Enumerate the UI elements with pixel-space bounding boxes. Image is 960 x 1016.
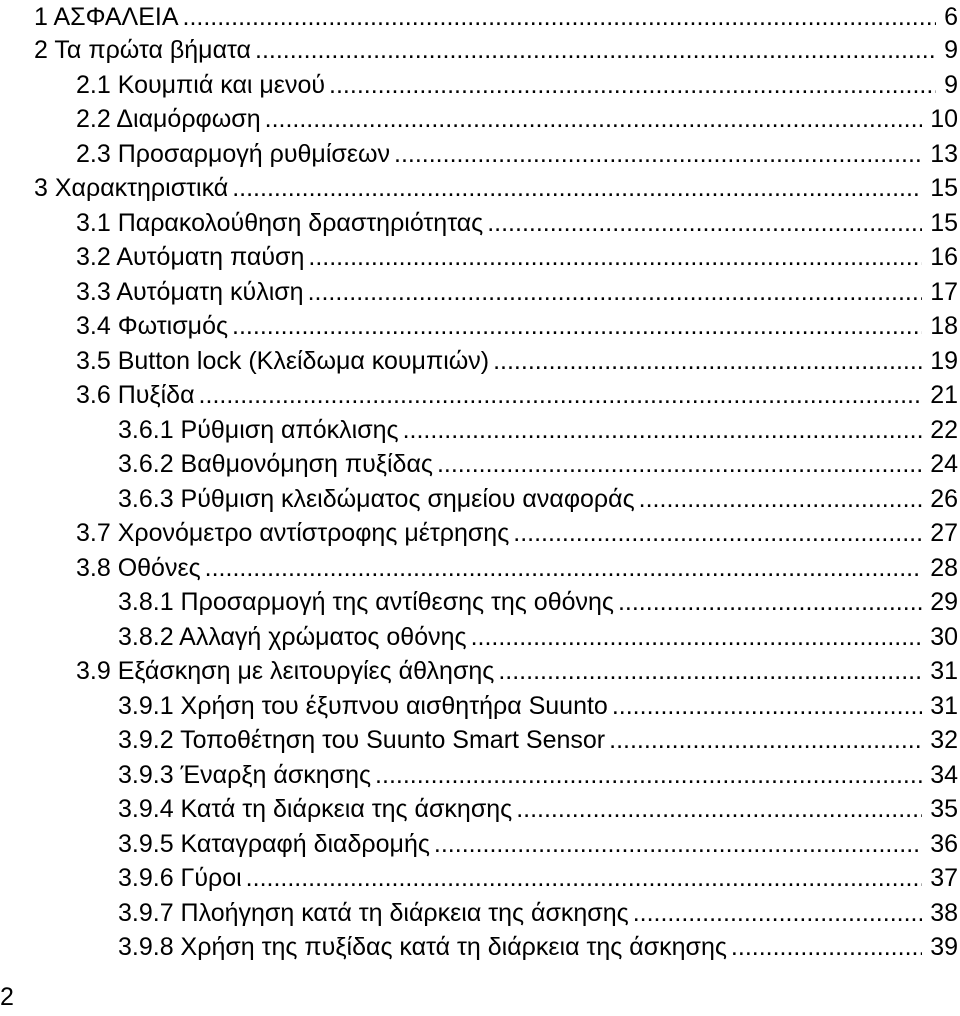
toc-entry-page: 35 xyxy=(930,795,958,823)
toc-entry[interactable] xyxy=(76,654,958,688)
toc-entry[interactable] xyxy=(118,482,958,516)
toc-leader-dots xyxy=(265,102,923,136)
toc-leader-dots xyxy=(731,930,922,964)
toc-leader-dots xyxy=(487,206,922,240)
toc-leader-dots xyxy=(612,689,922,723)
toc-entry-title: 3.1 Παρακολούθηση δραστηριότητας xyxy=(76,209,484,237)
toc-entry-page: 28 xyxy=(930,554,958,582)
toc-entry-title: 3 Χαρακτηριστικά xyxy=(34,174,229,202)
toc-leader-dots xyxy=(498,654,922,688)
toc-entry[interactable] xyxy=(118,689,958,723)
toc-leader-dots xyxy=(183,0,937,34)
toc-entry-title: 2.3 Προσαρμογή ρυθμίσεων xyxy=(76,140,390,168)
toc-entry[interactable] xyxy=(118,861,958,895)
toc-entry[interactable] xyxy=(118,585,958,619)
toc-entry[interactable] xyxy=(118,723,958,757)
toc-entry-page: 30 xyxy=(930,623,958,651)
toc-leader-dots xyxy=(199,378,923,412)
toc-entry[interactable] xyxy=(76,309,958,343)
toc-entry[interactable] xyxy=(118,620,958,654)
toc-entry[interactable] xyxy=(118,896,958,930)
toc-entry-title: 3.9.6 Γύροι xyxy=(118,864,242,892)
toc-entry-title: 3.9.7 Πλοήγηση κατά τη διάρκεια της άσκησης xyxy=(118,899,629,927)
toc-leader-dots xyxy=(434,827,922,861)
toc-entry-title: 2.2 Διαμόρφωση xyxy=(76,105,261,133)
toc-entry-page: 36 xyxy=(930,830,958,858)
toc-leader-dots xyxy=(513,516,922,550)
toc-entry-title: 3.6.2 Βαθμονόμηση πυξίδας xyxy=(118,450,433,478)
toc-entry-page: 10 xyxy=(930,105,958,133)
toc-leader-dots xyxy=(394,137,922,171)
toc-entry-page: 39 xyxy=(930,933,958,961)
toc-leader-dots xyxy=(471,620,923,654)
toc-entry[interactable] xyxy=(118,447,958,481)
toc-entry-page: 9 xyxy=(944,36,958,64)
toc-entry[interactable] xyxy=(34,171,958,205)
toc-leader-dots xyxy=(437,447,922,481)
toc-entry-title: 1 ΑΣΦΑΛΕΙΑ xyxy=(34,3,179,31)
toc-entry-title: 3.5 Button lock (Κλείδωμα κουμπιών) xyxy=(76,347,490,375)
toc-entry-page: 15 xyxy=(930,209,958,237)
toc-entry[interactable] xyxy=(34,33,958,67)
toc-entry-page: 32 xyxy=(930,726,958,754)
toc-entry-title: 3.8.2 Αλλαγή χρώματος οθόνης xyxy=(118,623,467,651)
toc-entry-title: 3.9.3 Έναρξη άσκησης xyxy=(118,761,372,789)
toc-entry[interactable] xyxy=(118,792,958,826)
toc-entry[interactable] xyxy=(118,827,958,861)
toc-entry-title: 3.6.3 Ρύθμιση κλειδώματος σημείου αναφοράς xyxy=(118,485,635,513)
toc-entry-title: 3.4 Φωτισμός xyxy=(76,312,229,340)
toc-entry[interactable] xyxy=(76,102,958,136)
toc-entry-page: 34 xyxy=(930,761,958,789)
toc-entry[interactable] xyxy=(76,206,958,240)
toc-leader-dots xyxy=(618,585,922,619)
toc-entry-title: 3.9.1 Χρήση του έξυπνου αισθητήρα Suunto xyxy=(118,692,608,720)
toc-entry-page: 15 xyxy=(930,174,958,202)
toc-entry-title: 2.1 Κουμπιά και μενού xyxy=(76,71,326,99)
toc-entry[interactable] xyxy=(76,68,958,102)
toc-entry-page: 27 xyxy=(930,519,958,547)
toc-entry-page: 29 xyxy=(930,588,958,616)
toc-entry-title: 3.9.8 Χρήση της πυξίδας κατά τη διάρκεια της άσκησης xyxy=(118,933,727,961)
toc-entry[interactable] xyxy=(34,0,958,34)
toc-entry-title: 3.9 Εξάσκηση με λειτουργίες άθλησης xyxy=(76,657,495,685)
toc-entry-page: 9 xyxy=(944,71,958,99)
toc-entry-title: 3.6 Πυξίδα xyxy=(76,381,195,409)
toc-entry[interactable] xyxy=(118,758,958,792)
toc-entry[interactable] xyxy=(76,240,958,274)
toc-entry-title: 3.9.4 Κατά τη διάρκεια της άσκησης xyxy=(118,795,513,823)
toc-leader-dots xyxy=(308,275,923,309)
toc-leader-dots xyxy=(375,758,922,792)
toc-entry[interactable] xyxy=(118,930,958,964)
toc-leader-dots xyxy=(516,792,922,826)
toc-leader-dots xyxy=(246,861,923,895)
toc-entry-title: 2 Τα πρώτα βήματα xyxy=(34,36,251,64)
toc-entry[interactable] xyxy=(76,378,958,412)
toc-entry-page: 37 xyxy=(930,864,958,892)
toc-entry-title: 3.8 Οθόνες xyxy=(76,554,201,582)
toc-leader-dots xyxy=(633,896,922,930)
toc-entry-page: 19 xyxy=(930,347,958,375)
toc-entry-page: 31 xyxy=(930,657,958,685)
toc-entry[interactable] xyxy=(76,344,958,378)
toc-entry-page: 13 xyxy=(930,140,958,168)
toc-leader-dots xyxy=(493,344,922,378)
toc-leader-dots xyxy=(232,309,922,343)
toc-entry-title: 3.9.5 Καταγραφή διαδρομής xyxy=(118,830,430,858)
page-number: 2 xyxy=(0,983,14,1011)
toc-entry-title: 3.8.1 Προσαρμογή της αντίθεσης της οθόνης xyxy=(118,588,614,616)
toc-entry-page: 6 xyxy=(944,3,958,31)
toc-leader-dots xyxy=(308,240,922,274)
toc-entry-title: 3.6.1 Ρύθμιση απόκλισης xyxy=(118,416,399,444)
toc-entry-title: 3.7 Χρονόμετρο αντίστροφης μέτρησης xyxy=(76,519,510,547)
toc-leader-dots xyxy=(205,551,923,585)
toc-entry-page: 18 xyxy=(930,312,958,340)
toc-entry[interactable] xyxy=(76,275,958,309)
toc-entry[interactable] xyxy=(118,413,958,447)
toc-leader-dots xyxy=(255,33,936,67)
toc-entry[interactable] xyxy=(76,551,958,585)
toc-entry-page: 31 xyxy=(930,692,958,720)
toc-entry[interactable] xyxy=(76,137,958,171)
toc-leader-dots xyxy=(232,171,922,205)
toc-entry-title: 3.3 Αυτόματη κύλιση xyxy=(76,278,304,306)
toc-entry-page: 22 xyxy=(930,416,958,444)
toc-leader-dots xyxy=(639,482,923,516)
toc-entry-page: 16 xyxy=(930,243,958,271)
toc-entry-page: 24 xyxy=(930,450,958,478)
toc-leader-dots xyxy=(329,68,936,102)
toc-leader-dots xyxy=(609,723,922,757)
toc-entry-page: 21 xyxy=(930,381,958,409)
toc-entry-title: 3.9.2 Τοποθέτηση του Suunto Smart Sensor xyxy=(118,726,606,754)
toc-entry-page: 26 xyxy=(930,485,958,513)
toc-entry-page: 17 xyxy=(930,278,958,306)
toc-entry-page: 38 xyxy=(930,899,958,927)
toc-leader-dots xyxy=(403,413,923,447)
toc-entry[interactable] xyxy=(76,516,958,550)
toc-entry-title: 3.2 Αυτόματη παύση xyxy=(76,243,305,271)
